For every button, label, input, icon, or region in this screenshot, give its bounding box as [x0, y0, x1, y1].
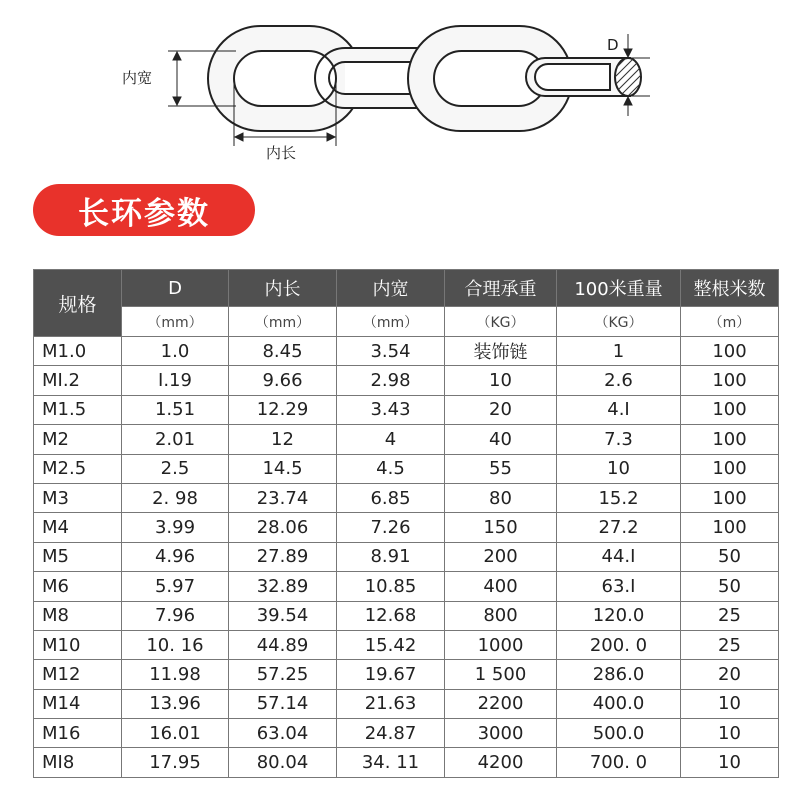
cell-inner-width: 8.91: [337, 542, 445, 571]
cell-inner-length: 23.74: [229, 483, 337, 512]
cell-spec: M3: [34, 483, 122, 512]
cell-inner-width: 2.98: [337, 366, 445, 395]
cell-load: 1 500: [445, 660, 557, 689]
table-row: [34, 572, 779, 601]
cell-d: 16.01: [122, 719, 229, 748]
unit-inner-length: （mm）: [229, 307, 337, 337]
cell-weight-100m: 120.0: [557, 601, 681, 630]
cell-load: 20: [445, 395, 557, 424]
cell-d: 7.96: [122, 601, 229, 630]
unit-load: （KG）: [445, 307, 557, 337]
cell-inner-length: 14.5: [229, 454, 337, 483]
cell-weight-100m: 286.0: [557, 660, 681, 689]
cell-length-per-roll: 100: [681, 337, 779, 366]
cell-inner-length: 32.89: [229, 572, 337, 601]
cell-spec: M5: [34, 542, 122, 571]
cell-inner-length: 44.89: [229, 630, 337, 659]
cell-spec: M6: [34, 572, 122, 601]
cell-inner-width: 24.87: [337, 719, 445, 748]
cell-inner-length: 57.25: [229, 660, 337, 689]
cell-d: 1.51: [122, 395, 229, 424]
diameter-label: D: [607, 36, 619, 54]
cell-length-per-roll: 100: [681, 395, 779, 424]
unit-d: （mm）: [122, 307, 229, 337]
header-length-per-roll: 整根米数: [681, 270, 779, 307]
cell-length-per-roll: 100: [681, 513, 779, 542]
cell-spec: M12: [34, 660, 122, 689]
cell-inner-length: 12: [229, 425, 337, 454]
cell-weight-100m: 10: [557, 454, 681, 483]
table-row: [34, 748, 779, 777]
cell-inner-width: 6.85: [337, 483, 445, 512]
cell-load: 400: [445, 572, 557, 601]
cell-inner-length: 28.06: [229, 513, 337, 542]
cell-inner-length: 57.14: [229, 689, 337, 718]
table-row: [34, 454, 779, 483]
cell-length-per-roll: 100: [681, 366, 779, 395]
header-weight-100m: 100米重量: [557, 270, 681, 307]
cell-load: 2200: [445, 689, 557, 718]
table-row: [34, 630, 779, 659]
cell-d: 13.96: [122, 689, 229, 718]
cell-load: 800: [445, 601, 557, 630]
cell-d: I.19: [122, 366, 229, 395]
cell-load: 200: [445, 542, 557, 571]
header-spec: 规格: [34, 270, 122, 337]
table-row: [34, 660, 779, 689]
cell-weight-100m: 2.6: [557, 366, 681, 395]
cell-length-per-roll: 50: [681, 542, 779, 571]
cell-length-per-roll: 100: [681, 425, 779, 454]
cell-weight-100m: 1: [557, 337, 681, 366]
chain-link-4: [526, 54, 646, 98]
cell-load: 装饰链: [445, 337, 557, 366]
cell-length-per-roll: 10: [681, 748, 779, 777]
cell-spec: M8: [34, 601, 122, 630]
cell-spec: MI8: [34, 748, 122, 777]
cell-length-per-roll: 100: [681, 454, 779, 483]
cell-load: 10: [445, 366, 557, 395]
cell-d: 3.99: [122, 513, 229, 542]
cell-d: 11.98: [122, 660, 229, 689]
cell-d: 4.96: [122, 542, 229, 571]
cell-inner-length: 9.66: [229, 366, 337, 395]
cell-inner-width: 3.43: [337, 395, 445, 424]
cell-spec: M1.5: [34, 395, 122, 424]
cell-d: 1.0: [122, 337, 229, 366]
cell-load: 3000: [445, 719, 557, 748]
table-row: [34, 483, 779, 512]
header-load: 合理承重: [445, 270, 557, 307]
chain-link-1: [208, 26, 362, 131]
cell-length-per-roll: 10: [681, 719, 779, 748]
cell-d: 17.95: [122, 748, 229, 777]
table-row: [34, 395, 779, 424]
table-unit-row: [34, 307, 779, 337]
cell-inner-length: 12.29: [229, 395, 337, 424]
cell-inner-width: 34. 11: [337, 748, 445, 777]
cell-spec: M2.5: [34, 454, 122, 483]
cell-load: 55: [445, 454, 557, 483]
cell-load: 1000: [445, 630, 557, 659]
cell-inner-width: 7.26: [337, 513, 445, 542]
cell-spec: M4: [34, 513, 122, 542]
cell-spec: MI.2: [34, 366, 122, 395]
table-row: [34, 542, 779, 571]
cell-length-per-roll: 25: [681, 630, 779, 659]
header-d: D: [122, 270, 229, 307]
cell-weight-100m: 400.0: [557, 689, 681, 718]
cell-load: 4200: [445, 748, 557, 777]
cell-d: 2.5: [122, 454, 229, 483]
table-row: [34, 601, 779, 630]
table-row: [34, 513, 779, 542]
cell-spec: M16: [34, 719, 122, 748]
inner-length-label: 内长: [266, 144, 297, 162]
cell-d: 10. 16: [122, 630, 229, 659]
cell-weight-100m: 4.I: [557, 395, 681, 424]
cell-weight-100m: 7.3: [557, 425, 681, 454]
cell-weight-100m: 700. 0: [557, 748, 681, 777]
cell-weight-100m: 500.0: [557, 719, 681, 748]
cell-weight-100m: 200. 0: [557, 630, 681, 659]
cell-inner-length: 80.04: [229, 748, 337, 777]
cell-length-per-roll: 10: [681, 689, 779, 718]
cell-d: 5.97: [122, 572, 229, 601]
table-row: [34, 366, 779, 395]
header-inner-length: 内长: [229, 270, 337, 307]
chain-link-diagram: [0, 0, 800, 175]
cell-spec: M1.0: [34, 337, 122, 366]
table-row: [34, 719, 779, 748]
cell-inner-width: 21.63: [337, 689, 445, 718]
cell-length-per-roll: 50: [681, 572, 779, 601]
unit-length-per-roll: （m）: [681, 307, 779, 337]
cell-inner-width: 4.5: [337, 454, 445, 483]
cell-inner-width: 12.68: [337, 601, 445, 630]
table-row: [34, 337, 779, 366]
cell-length-per-roll: 100: [681, 483, 779, 512]
cell-inner-length: 63.04: [229, 719, 337, 748]
cell-load: 40: [445, 425, 557, 454]
unit-weight-100m: （KG）: [557, 307, 681, 337]
cell-inner-length: 39.54: [229, 601, 337, 630]
table-header-row: [34, 270, 779, 307]
cell-weight-100m: 27.2: [557, 513, 681, 542]
spec-table: [33, 269, 779, 778]
cell-inner-width: 10.85: [337, 572, 445, 601]
cell-weight-100m: 15.2: [557, 483, 681, 512]
cell-d: 2. 98: [122, 483, 229, 512]
cell-d: 2.01: [122, 425, 229, 454]
cell-weight-100m: 63.I: [557, 572, 681, 601]
cell-load: 150: [445, 513, 557, 542]
cell-inner-width: 15.42: [337, 630, 445, 659]
cell-inner-width: 3.54: [337, 337, 445, 366]
table-body: [34, 337, 779, 778]
cell-weight-100m: 44.I: [557, 542, 681, 571]
cell-inner-length: 8.45: [229, 337, 337, 366]
header-inner-width: 内宽: [337, 270, 445, 307]
cell-inner-width: 19.67: [337, 660, 445, 689]
section-title-banner: 长环参数: [33, 184, 255, 236]
cell-spec: M10: [34, 630, 122, 659]
cell-spec: M2: [34, 425, 122, 454]
cell-length-per-roll: 25: [681, 601, 779, 630]
table-row: [34, 689, 779, 718]
table-row: [34, 425, 779, 454]
inner-width-label: 内宽: [122, 69, 153, 87]
cell-inner-width: 4: [337, 425, 445, 454]
cell-inner-length: 27.89: [229, 542, 337, 571]
cell-load: 80: [445, 483, 557, 512]
cell-spec: M14: [34, 689, 122, 718]
unit-inner-width: （mm）: [337, 307, 445, 337]
cell-length-per-roll: 20: [681, 660, 779, 689]
